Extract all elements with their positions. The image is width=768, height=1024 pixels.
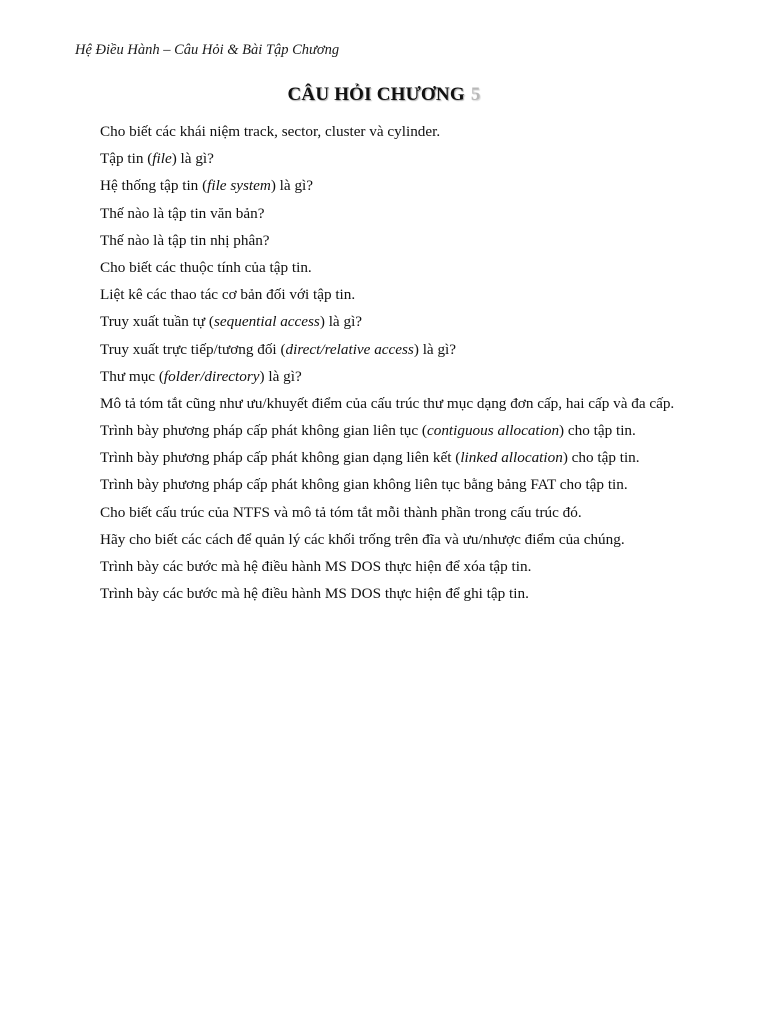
page-header: Hệ Điều Hành – Câu Hỏi & Bài Tập Chương xyxy=(75,42,340,58)
question-text: Cho biết các thuộc tính của tập tin. xyxy=(100,258,312,276)
question-item xyxy=(100,557,695,576)
question-text: ) là gì? xyxy=(413,340,457,358)
question-text: ) cho tập tin. xyxy=(562,449,640,467)
question-item xyxy=(100,285,695,304)
question-text: Trình bày các bước mà hệ điều hành MS DOS thực hiện để xóa tập tin. xyxy=(100,558,532,575)
question-item xyxy=(100,394,695,413)
question-text: Trình bày phương pháp cấp phát không gian liên tục ( xyxy=(100,422,427,440)
question-text: Hệ thống tập tin ( xyxy=(100,177,208,195)
question-text: ) là gì? xyxy=(259,367,302,385)
question-item xyxy=(100,204,695,223)
question-item xyxy=(100,312,695,331)
question-item xyxy=(100,231,695,250)
question-term: direct/relative access xyxy=(285,340,414,358)
question-text: Liệt kê các thao tác cơ bản đối với tập tin. xyxy=(100,286,356,304)
question-text: Trình bày phương pháp cấp phát không gian không liên tục bằng bảng FAT cho tập tin. xyxy=(100,476,628,494)
question-term: file system xyxy=(207,177,271,195)
question-text: Mô tả tóm tắt cũng như ưu/khuyết điểm của cấu trúc thư mục dạng đơn cấp, hai cấp và đa cấp. xyxy=(100,394,675,412)
question-item xyxy=(100,176,695,195)
question-term: linked allocation xyxy=(460,449,563,467)
chapter-title xyxy=(0,84,768,106)
question-text: Hãy cho biết các cách để quản lý các khối trống trên đĩa và ưu/nhược điểm của chúng. xyxy=(100,530,625,548)
question-term: file xyxy=(152,150,172,168)
question-item xyxy=(100,340,695,359)
question-text: Thế nào là tập tin nhị phân? xyxy=(100,231,270,249)
question-item xyxy=(100,448,695,467)
question-text: Thế nào là tập tin văn bản? xyxy=(100,204,265,222)
question-text: Trình bày phương pháp cấp phát không gian dạng liên kết ( xyxy=(100,449,461,467)
question-item xyxy=(100,584,695,603)
question-item xyxy=(100,367,695,386)
question-text: Truy xuất tuần tự ( xyxy=(100,313,214,331)
question-text: Thư mục ( xyxy=(100,367,164,385)
question-text: Cho biết các khái niệm track, sector, cluster và cylinder. xyxy=(100,123,441,140)
chapter-number: 5 xyxy=(470,84,481,105)
question-item xyxy=(100,475,695,494)
question-item xyxy=(100,503,695,522)
question-text: ) cho tập tin. xyxy=(559,422,636,440)
question-item xyxy=(100,421,695,440)
question-term: contiguous allocation xyxy=(427,422,560,440)
question-item xyxy=(100,122,695,141)
question-text: Tập tin ( xyxy=(100,150,153,168)
chapter-title-text: CÂU HỎI CHƯƠNG xyxy=(287,84,465,105)
question-item xyxy=(100,258,695,277)
question-item xyxy=(100,530,695,549)
question-text: Trình bày các bước mà hệ điều hành MS DOS thực hiện để ghi tập tin. xyxy=(100,585,529,603)
question-text: ) là gì? xyxy=(270,177,313,195)
question-text: ) là gì? xyxy=(319,313,363,331)
question-item xyxy=(100,149,695,168)
question-text: ) là gì? xyxy=(171,150,214,168)
question-term: folder/directory xyxy=(163,367,260,385)
question-text: Truy xuất trực tiếp/tương đối ( xyxy=(100,340,286,358)
question-text: Cho biết cấu trúc của NTFS và mô tả tóm tắt mỗi thành phần trong cấu trúc đó. xyxy=(100,503,582,521)
question-list xyxy=(100,122,695,611)
question-term: sequential access xyxy=(213,313,320,331)
